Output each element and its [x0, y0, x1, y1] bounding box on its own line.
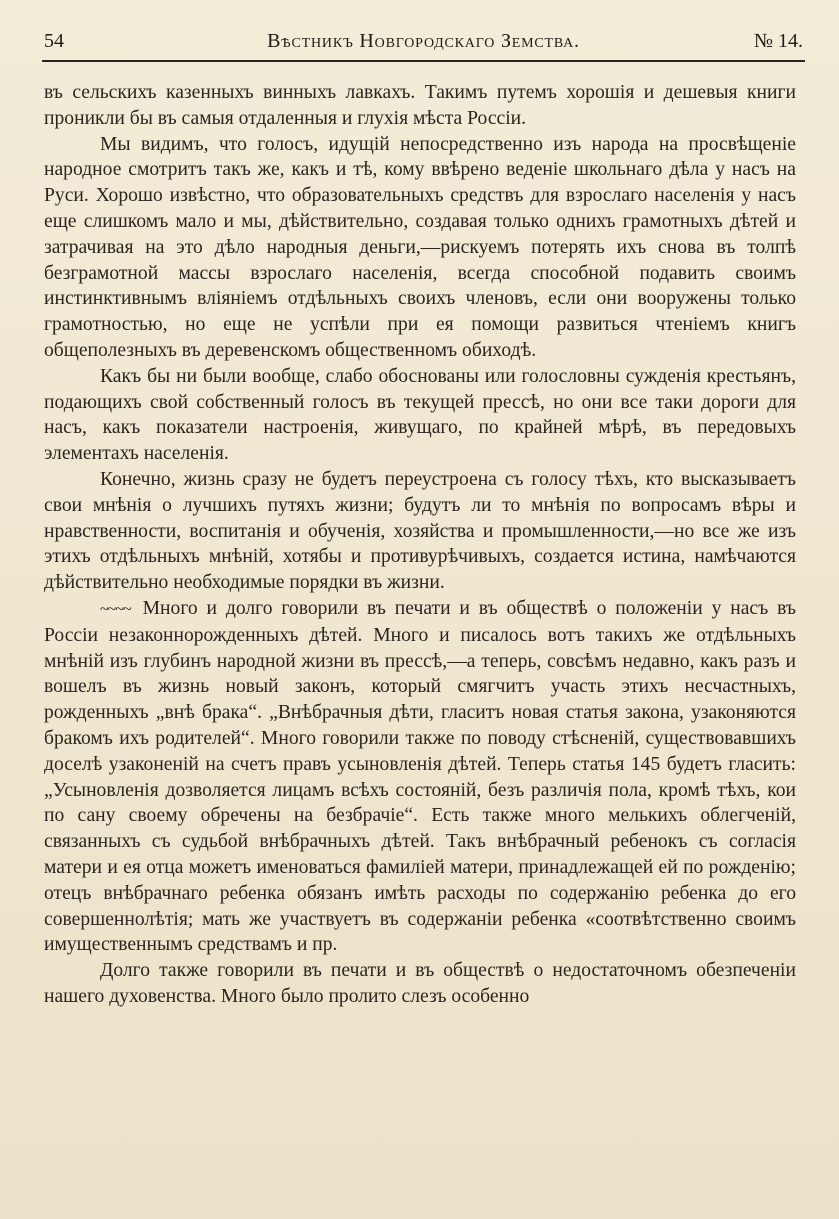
issue-number: № 14. [753, 30, 803, 52]
paragraph: Мы видимъ, что голосъ, идущій непосредственно изъ народа на просвѣщеніе народное смотритъ такъ же, какъ и тѣ, кому ввѣрено веденіе школьнаго дѣла у насъ на Руси. Хорошо извѣстно, что образовательныхъ средствъ для взрослаго населенія у насъ еще слишкомъ мало и мы, дѣйствительно, создавая только однихъ грамотныхъ дѣтей и затрачивая на это дѣло народныя деньги,—рискуемъ потерять ихъ снова въ толпѣ безграмотной массы взрослаго населенія, всегда способной подавить своимъ инстинктивнымъ вліяніемъ отдѣльныхъ своихъ членовъ, если они вооружены только грамотностью, но еще не успѣли при ея помощи развиться чтеніемъ книгъ общеполезныхъ въ деревенскомъ общественномъ обиходѣ. [44, 133, 796, 361]
paragraph: въ сельскихъ казенныхъ винныхъ лавкахъ. Такимъ путемъ хорошія и дешевыя книги проникли бы въ самыя отдаленныя и глухія мѣста Россіи. [44, 82, 796, 129]
paragraph-text: Много и долго говорили въ печати и въ обществѣ о положеніи у насъ въ Россіи незаконнорожденныхъ дѣтей. Много и писалось вотъ такихъ же отдѣльныхъ мнѣній изъ глубинъ народной жизни въ прессѣ,—а теперь, совсѣмъ недавно, какъ разъ и вошелъ въ жизнь новый законъ, который смягчитъ участь этихъ несчастныхъ, рожденныхъ „внѣ брака“. „Внѣбрачныя дѣти, гласитъ новая статья закона, узаконяются бракомъ ихъ родителей“. Много говорили также по поводу стѣсненій, существовавшихъ доселѣ узаконеній на счетъ правъ усыновленія дѣтей. Теперь статья 145 будетъ гласить: „Усыновленія дозволяется лицамъ всѣхъ состояній, безъ различія пола, кромѣ тѣхъ, кои по сану своему обречены на безбрачіе“. Есть также много мелькихъ облегченій, связанныхъ съ судьбой внѣбрачныхъ дѣтей. Такъ внѣбрачный ребенокъ съ согласія матери и ея отца можетъ именоваться фамиліей матери, принадлежащей ей по рожденію; отецъ внѣбрачнаго ребенка обязанъ имѣть расходы по содержанію ребенка до его совершеннолѣтія; мать же участвуетъ въ содержаніи ребенка «соотвѣтственно своимъ имущественнымъ средствамъ и пр. [44, 597, 796, 956]
paragraph: Долго также говорили въ печати и въ обществѣ о недостаточномъ обезпеченіи нашего духовенства. Много было пролито слезъ особенно [44, 960, 796, 1007]
section-mark: ~~~~ [100, 600, 131, 618]
page-number: 54 [44, 30, 64, 52]
journal-title: Вѣстникъ Новгородскаго Земства. [267, 30, 580, 52]
paragraph: Конечно, жизнь сразу не будетъ переустроена съ голосу тѣхъ, кто высказываетъ свои мнѣнія о лучшихъ путяхъ жизни; будутъ ли то мнѣнія по вопросамъ вѣры и нравственности, воспитанія и обученія, хозяйства и промышленности,—но все же изъ этихъ отдѣльныхъ мнѣній, хотябы и противурѣчивыхъ, создается истина, намѣчаются дѣйствительно необходимые порядки въ жизни. [44, 468, 796, 594]
header-rule [42, 60, 805, 62]
paragraph: Какъ бы ни были вообще, слабо обоснованы или голословны сужденія крестьянъ, подающихъ свой собственный голосъ въ текущей прессѣ, но они все таки дороги для насъ, какъ показатели настроенія, живущаго, по крайней мѣрѣ, въ передовыхъ элементахъ населенія. [44, 365, 796, 465]
article-body [44, 80, 796, 1010]
paragraph-with-mark [44, 596, 796, 958]
running-header [44, 28, 803, 58]
